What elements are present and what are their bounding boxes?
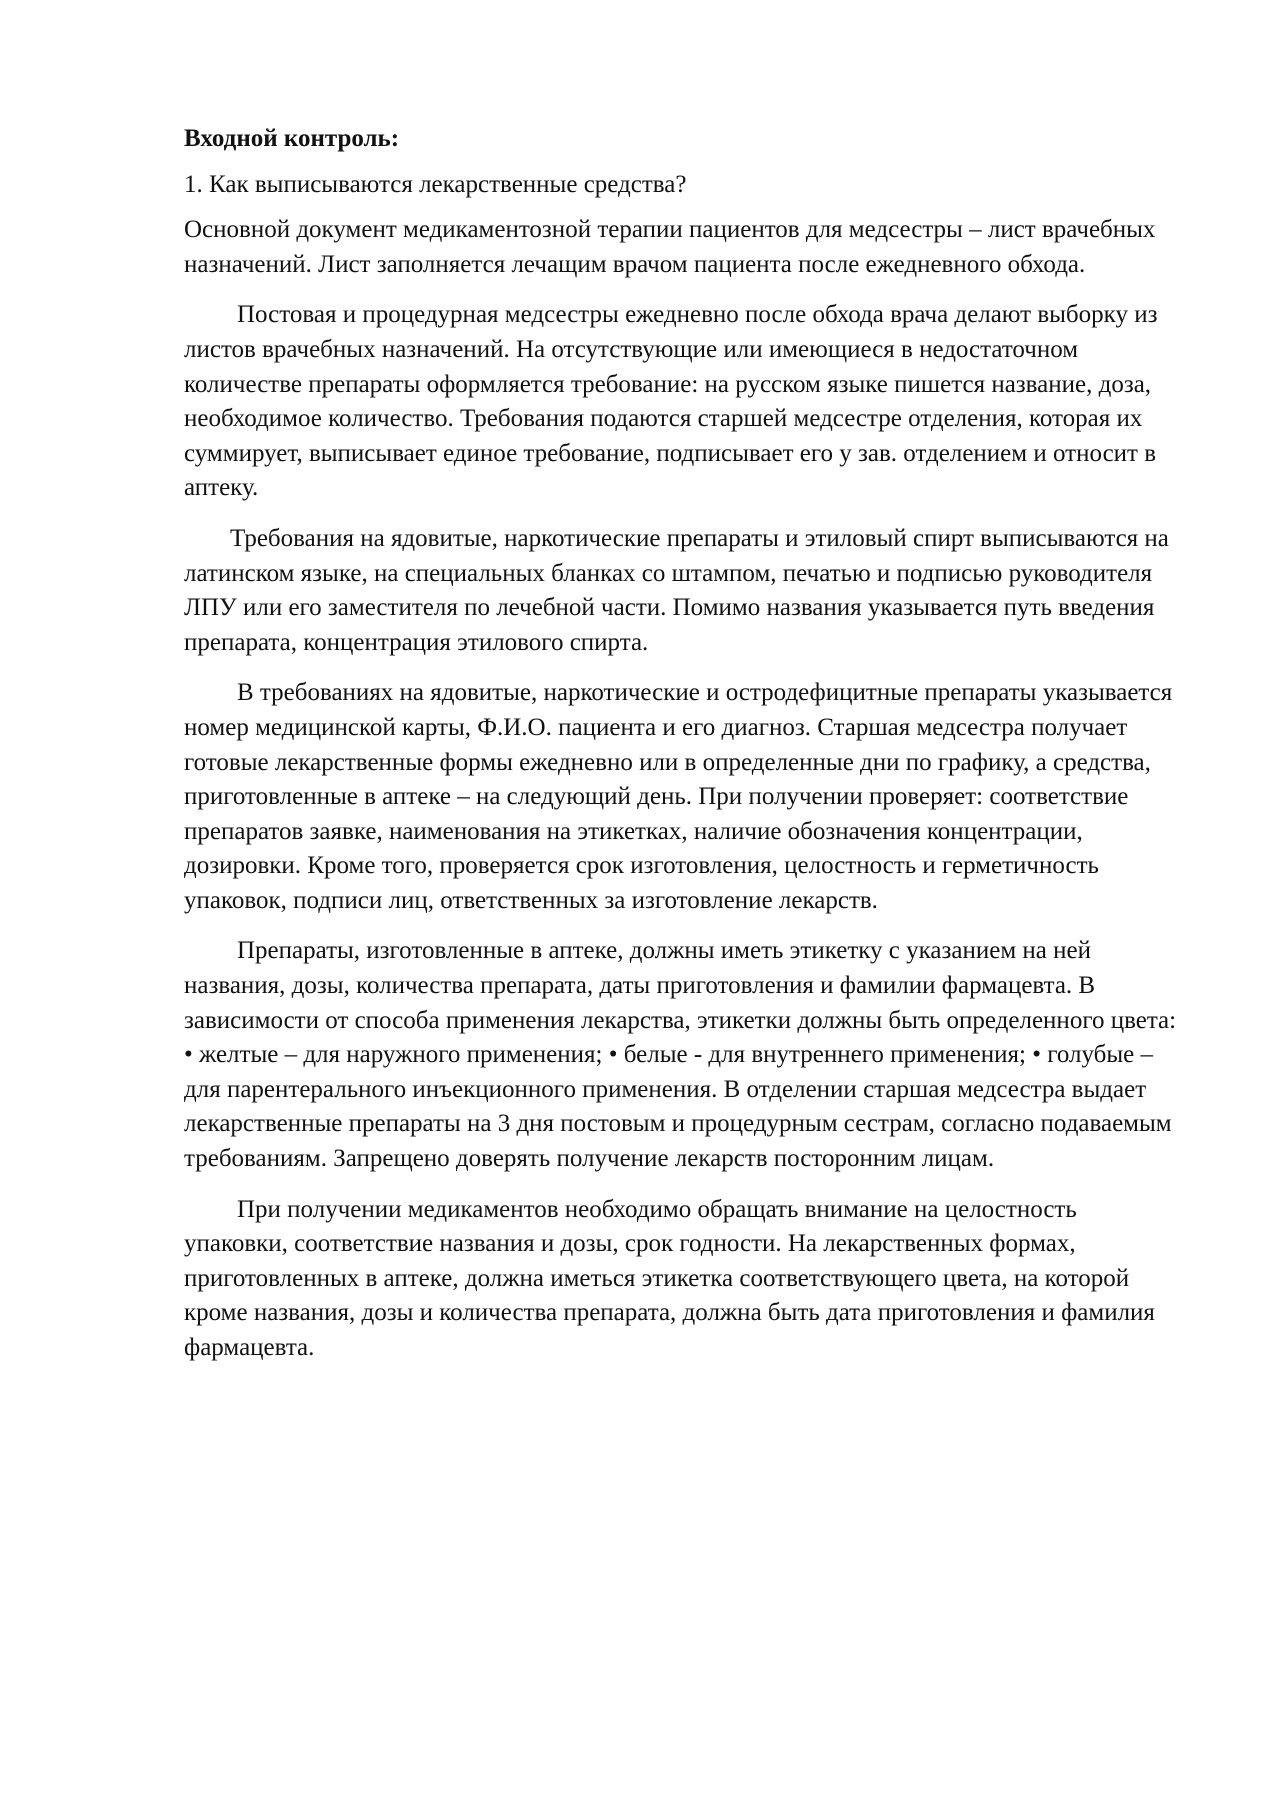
paragraph: При получении медикаментов необходимо обращать внимание на целостность упаковки, соответствие названия и дозы, срок годности. На лекарственных формах, приготовленных в аптеке, должна иметься этикетка соответствующего цвета, на которой кроме названия, дозы и количества препарата, должна быть дата приготовления и фамилия фармацевта. bbox=[184, 1195, 1155, 1361]
paragraph: В требованиях на ядовитые, наркотические и остродефицитные препараты указывается номер медицинской карты, Ф.И.О. пациента и его диагноз. Старшая медсестра получает готовые лекарственные формы ежедневно или в определенные дни по графику, а средства, приготовленные в аптеке – на следующий день. При получении проверяет: соответствие препаратов заявке, наименования на этикетках, наличие обозначения концентрации, дозировки. Кроме того, проверяется срок изготовления, целостность и герметичность упаковок, подписи лиц, ответственных за изготовление лекарств. bbox=[184, 679, 1173, 914]
document-body bbox=[184, 122, 1184, 1382]
paragraph: Основной документ медикаментозной терапии пациентов для медсестры – лист врачебных назначений. Лист заполняется лечащим врачом пациента после ежедневного обхода. bbox=[184, 216, 1156, 278]
paragraph: Требования на ядовитые, наркотические препараты и этиловый спирт выписываются на латинском языке, на специальных бланках со штампом, печатью и подписью руководителя ЛПУ или его заместителя по лечебной части. Помимо названия указывается путь введения препарата, концентрация этилового спирта. bbox=[184, 524, 1169, 656]
paragraph: Препараты, изготовленные в аптеке, должны иметь этикетку с указанием на ней названия, дозы, количества препарата, даты приготовления и фамилии фармацевта. В зависимости от способа применения лекарства, этикетки должны быть определенного цвета: • желтые – для наружного применения; • белые - для внутреннего применения; • голубые – для парентерального инъекционного применения. В отделении старшая медсестра выдает лекарственные препараты на 3 дня постовым и процедурным сестрам, согласно подаваемым требованиям. Запрещено доверять получение лекарств посторонним лицам. bbox=[184, 937, 1177, 1173]
paragraph: Постовая и процедурная медсестры ежедневно после обхода врача делают выборку из листов врачебных назначений. На отсутствующие или имеющиеся в недостаточном количестве препараты оформляется требование: на русском языке пишется название, доза, необходимое количество. Требования подаются старшей медсестре отделения, которая их суммирует, выписывает единое требование, подписывает его у зав. отделением и относит в аптеку. bbox=[184, 301, 1158, 502]
document-heading: Входной контроль: bbox=[184, 125, 400, 152]
question-text: 1. Как выписываются лекарственные средства? bbox=[184, 170, 687, 198]
